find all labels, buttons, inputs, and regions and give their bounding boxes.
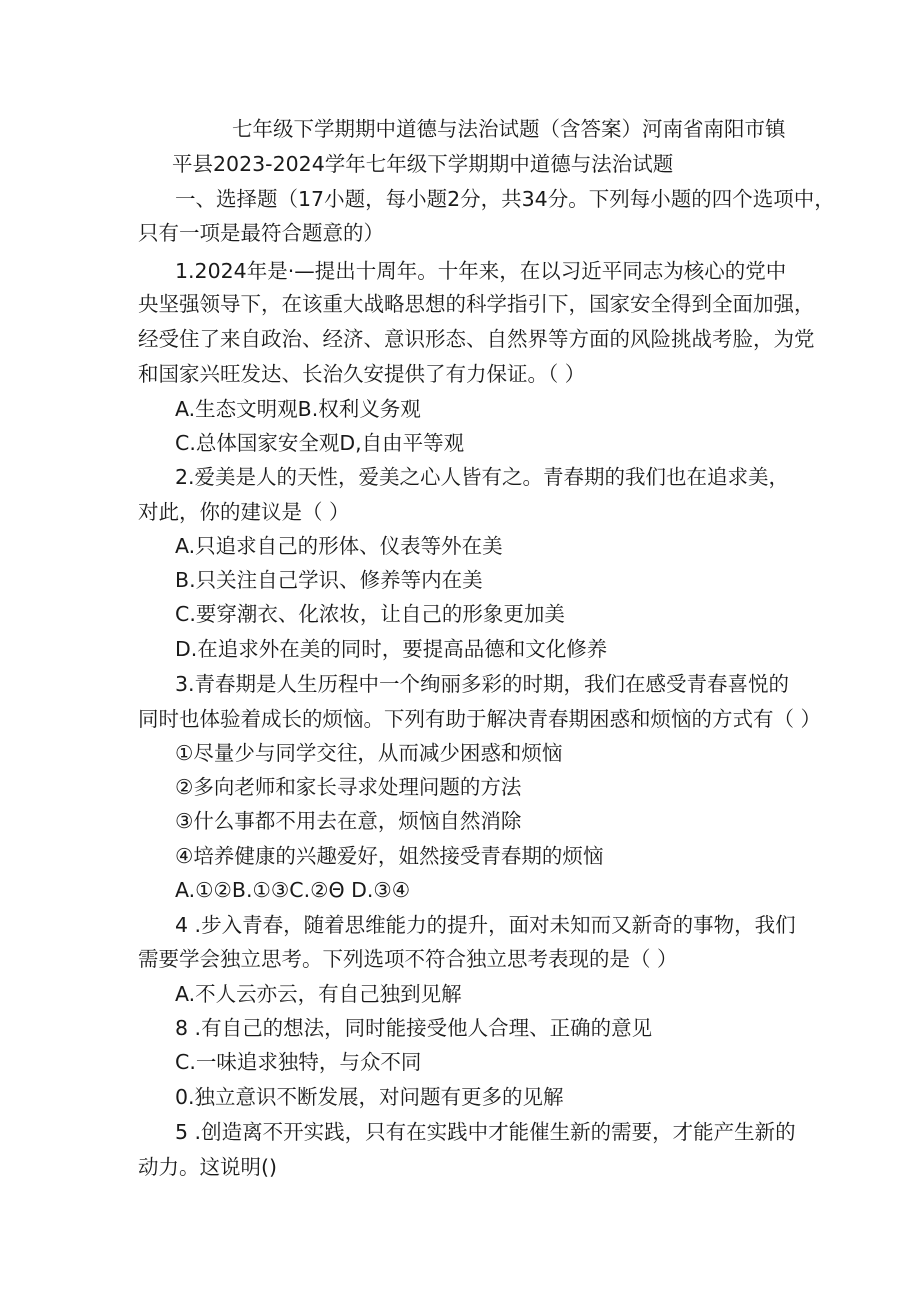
question-4-option: C.一味追求独特，与众不同 [175,1050,422,1074]
question-2-option: C.要穿潮衣、化浓妆，让自己的形象更加美 [175,602,565,626]
question-1-option: C.总体国家安全观D,自由平等观 [175,431,465,455]
question-4-option: 8 .有自己的想法，同时能接受他人合理、正确的意见 [175,1016,653,1040]
question-4-stem-line: 需要学会独立思考。下列选项不符合独立思考表现的是（ ） [138,947,678,971]
question-4-option: A.不人云亦云，有自己独到见解 [175,982,462,1006]
question-3-option: ②多向老师和家长寻求处理问题的方法 [175,775,522,799]
title-line-1: 七年级下学期期中道德与法治试题（含答案）河南省南阳市镇 [232,117,786,141]
question-1-stem-line: 经受住了来自政治、经济、意识形态、自然界等方面的风险挑战考脸，为党 [138,327,815,351]
question-3-option: ③什么事都不用去在意，烦恼自然消除 [175,809,522,833]
question-5-stem-line: 动力。这说明() [138,1155,277,1179]
question-2-option: D.在追求外在美的同时，要提高品德和文化修养 [175,637,608,661]
question-3-stem-line: 3.青春期是人生历程中一个绚丽多彩的时期，我们在感受青春喜悦的 [175,672,790,696]
question-3-option: ①尽量少与同学交往，从而减少困惑和烦恼 [175,741,563,765]
question-1-stem-line: 和国家兴旺发达、长治久安提供了有力保证。（ ） [138,362,586,386]
question-1-stem-line: 央坚强领导下，在该重大战略思想的科学指引下，国家安全得到全面加强， [138,292,815,316]
title-line-2: 平县2023-2024学年七年级下学期期中道德与法治试题 [172,152,674,176]
question-2-stem-line: 对此，你的建议是（ ） [138,500,350,524]
question-1-option: A.生态文明观B.权利义务观 [175,397,421,421]
section-header-line: 一、选择题（17小题，每小题2分，共34分。下列每小题的四个选项中， [175,187,835,211]
question-4-stem-line: 4 .步入青春，随着思维能力的提升，面对未知而又新奇的事物，我们 [175,913,796,937]
question-5-stem-line: 5 .创造离不开实践，只有在实践中才能催生新的需要，才能产生新的 [175,1120,796,1144]
question-2-option: B.只关注自己学识、修养等内在美 [175,568,483,592]
question-4-option: 0.独立意识不断发展，对问题有更多的见解 [175,1085,564,1109]
question-2-stem-line: 2.爱美是人的天性，爱美之心人皆有之。青春期的我们也在追求美， [175,465,790,489]
question-3-stem-line: 同时也体验着成长的烦恼。下列有助于解决青春期困惑和烦恼的方式有（ ） [138,707,822,731]
question-1-stem-line: 1.2024年是·—提出十周年。十年来，在以习近平同志为核心的党中 [175,259,787,283]
question-2-option: A.只追求自己的形体、仪表等外在美 [175,534,503,558]
question-3-option: A.①②B.①③C.②Θ D.③④ [175,878,411,902]
question-3-option: ④培养健康的兴趣爱好，姐然接受青春期的烦恼 [175,844,604,868]
section-header-line: 只有一项是最符合题意的） [138,221,384,245]
